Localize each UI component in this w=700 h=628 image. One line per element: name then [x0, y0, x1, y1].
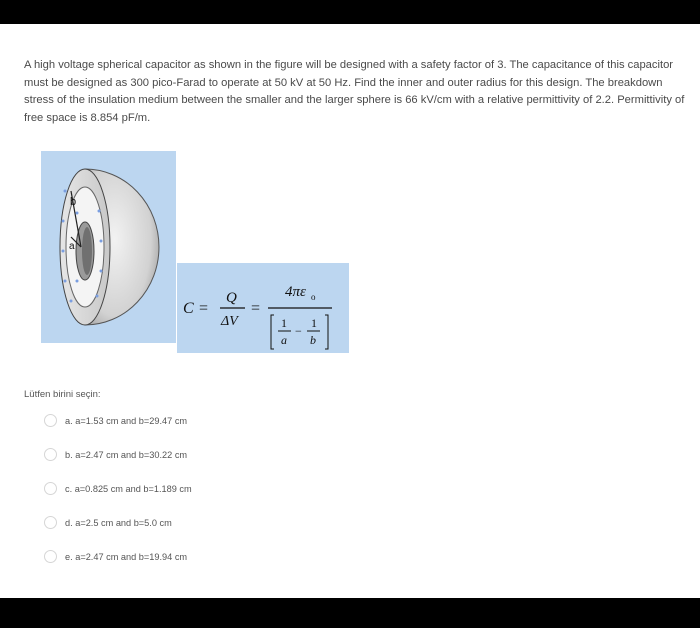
- option-a-label: a. a=1.53 cm and b=29.47 cm: [65, 415, 188, 426]
- formula-one-a: 1: [281, 316, 287, 330]
- option-c-label: c. a=0.825 cm and b=1.189 cm: [65, 483, 192, 494]
- answer-prompt: Lütfen birini seçin:: [24, 389, 101, 400]
- option-b-label: b. a=2.47 cm and b=30.22 cm: [65, 449, 188, 460]
- option-e-label: e. a=2.47 cm and b=19.94 cm: [65, 551, 188, 562]
- option-d-label: d. a=2.5 cm and b=5.0 cm: [65, 517, 172, 528]
- formula-num1: Q: [226, 290, 237, 306]
- question-text: A high voltage spherical capacitor as shown in the figure will be designed with a safety factor of 3. The capacitance of this capacitor must be designed as 300 pico-Farad to operate at 50 kV at 50 Hz. Find the inner and outer radius for this design. The breakdown stress of the insulation medium between the smaller and the larger sphere is 66 kV/cm with a relative permittivity of 2.2. Permittivity of free space is 8.854 pF/m.: [24, 59, 685, 124]
- option-d[interactable]: [44, 516, 172, 529]
- radio-option-c[interactable]: [44, 482, 57, 495]
- formula-den-a: a: [281, 333, 287, 347]
- formula-den-b: b: [310, 333, 316, 347]
- formula-eq-1: =: [199, 300, 209, 317]
- formula-lhs: C: [183, 300, 194, 317]
- radio-option-e[interactable]: [44, 550, 57, 563]
- radio-option-b[interactable]: [44, 448, 57, 461]
- option-a[interactable]: [44, 414, 187, 427]
- formula-one-b: 1: [311, 316, 317, 330]
- formula-num2: 4πε: [285, 284, 306, 300]
- spherical-capacitor-figure: [41, 151, 176, 343]
- option-c[interactable]: [44, 482, 192, 495]
- option-e[interactable]: [44, 550, 187, 563]
- formula-eq-2: =: [251, 300, 261, 317]
- capacitance-formula: [177, 263, 349, 353]
- formula-minus: −: [295, 324, 302, 338]
- question-sheet: [0, 24, 700, 598]
- radio-option-a[interactable]: [44, 414, 57, 427]
- formula-den1: ΔV: [221, 314, 238, 329]
- inner-sphere-dark: [82, 227, 92, 275]
- option-b[interactable]: [44, 448, 187, 461]
- formula-num2-sub: o: [311, 292, 316, 302]
- radio-option-d[interactable]: [44, 516, 57, 529]
- label-a: a: [69, 241, 75, 252]
- label-b: b: [70, 196, 77, 208]
